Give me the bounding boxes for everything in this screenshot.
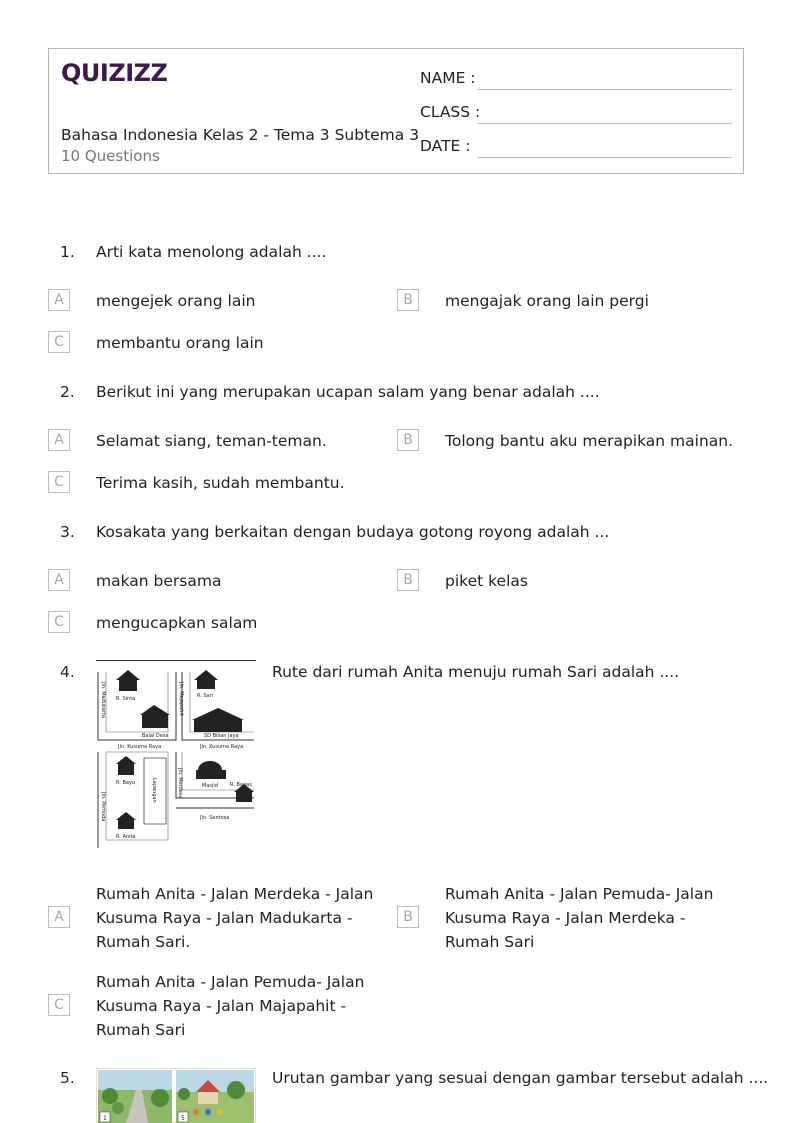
option-letter-box[interactable]: A xyxy=(48,906,70,928)
option-text[interactable]: piket kelas xyxy=(445,572,528,590)
map-label: Jln. Merdeka xyxy=(177,768,183,799)
question-text: Arti kata menolong adalah .... xyxy=(96,243,327,261)
map-label: R. Sari xyxy=(197,693,214,699)
map-label: SD Bilian Jaya xyxy=(204,733,239,739)
option-letter-box[interactable]: A xyxy=(48,289,70,311)
route-map-image xyxy=(96,660,256,850)
option-text[interactable]: Rumah Anita - Jalan Merdeka - Jalan Kusuma Raya - Jalan Madukarta - Rumah Sari. xyxy=(96,885,374,951)
map-label: R. Anita xyxy=(116,834,136,840)
question-number: 4. xyxy=(60,663,75,681)
option-letter-box[interactable]: B xyxy=(397,429,419,451)
date-label: DATE : xyxy=(420,137,471,155)
quizizz-logo: QUIZIZZ xyxy=(61,59,168,87)
name-label: NAME : xyxy=(420,69,476,87)
option-text[interactable]: Terima kasih, sudah membantu. xyxy=(96,474,345,492)
question-number: 2. xyxy=(60,383,75,401)
map-label: Jln. Madukarta xyxy=(100,682,106,718)
map-label: R. Sinta xyxy=(116,696,136,702)
map-label: Jln. Majapahit xyxy=(178,682,184,716)
option-letter-box[interactable]: B xyxy=(397,289,419,311)
question-text: Rute dari rumah Anita menuju rumah Sari adalah .... xyxy=(272,663,680,681)
question-number: 3. xyxy=(60,523,75,541)
option-letter-box[interactable]: C xyxy=(48,331,70,353)
class-label: CLASS : xyxy=(420,103,481,121)
option-letter-box[interactable]: C xyxy=(48,994,70,1016)
map-label: R. Bagas xyxy=(230,782,252,788)
map-label: Balai Desa xyxy=(142,733,169,739)
question-text: Berikut ini yang merupakan ucapan salam yang benar adalah .... xyxy=(96,383,600,401)
option-text[interactable]: Rumah Anita - Jalan Pemuda- Jalan Kusuma Raya - Jalan Majapahit - Rumah Sari xyxy=(96,973,365,1039)
map-label: Jln. Kusuma Raya xyxy=(118,744,162,750)
question-count: 10 Questions xyxy=(61,147,160,165)
picture-number: 5 xyxy=(181,1115,185,1122)
option-letter-box[interactable]: A xyxy=(48,429,70,451)
worksheet-title: Bahasa Indonesia Kelas 2 - Tema 3 Subtema 3 xyxy=(61,126,420,144)
question-text: Kosakata yang berkaitan dengan budaya gotong royong adalah ... xyxy=(96,523,610,541)
option-letter-box[interactable]: C xyxy=(48,471,70,493)
option-letter-box[interactable]: B xyxy=(397,569,419,591)
question-text: Urutan gambar yang sesuai dengan gambar tersebut adalah .... xyxy=(272,1069,769,1087)
map-label: Masjid xyxy=(202,783,218,789)
map-label: Jln. Kusuma Raya xyxy=(200,744,244,750)
question-number: 1. xyxy=(60,243,75,261)
sequence-pictures-image xyxy=(96,1068,256,1123)
name-line[interactable] xyxy=(478,89,732,90)
map-label: R. Bayu xyxy=(116,780,136,786)
map-label: Jln. Sentosa xyxy=(200,815,230,821)
question-number: 5. xyxy=(60,1069,75,1087)
class-line[interactable] xyxy=(478,123,732,124)
option-letter-box[interactable]: B xyxy=(397,906,419,928)
option-text[interactable]: mengajak orang lain pergi xyxy=(445,292,649,310)
date-line[interactable] xyxy=(478,157,732,158)
option-letter-box[interactable]: A xyxy=(48,569,70,591)
worksheet-header xyxy=(48,48,744,174)
map-label: Jln. Pemuda xyxy=(100,792,106,822)
option-text[interactable]: Rumah Anita - Jalan Pemuda- Jalan Kusuma Raya - Jalan Merdeka - Rumah Sari xyxy=(445,885,714,951)
option-text[interactable]: mengucapkan salam xyxy=(96,614,258,632)
option-text[interactable]: Selamat siang, teman-teman. xyxy=(96,432,327,450)
map-label: Lapangan xyxy=(151,778,157,803)
option-text[interactable]: makan bersama xyxy=(96,572,222,590)
picture-number: 1 xyxy=(103,1115,107,1122)
option-letter-box[interactable]: C xyxy=(48,611,70,633)
option-text[interactable]: Tolong bantu aku merapikan mainan. xyxy=(445,432,734,450)
option-text[interactable]: membantu orang lain xyxy=(96,334,264,352)
option-text[interactable]: mengejek orang lain xyxy=(96,292,256,310)
